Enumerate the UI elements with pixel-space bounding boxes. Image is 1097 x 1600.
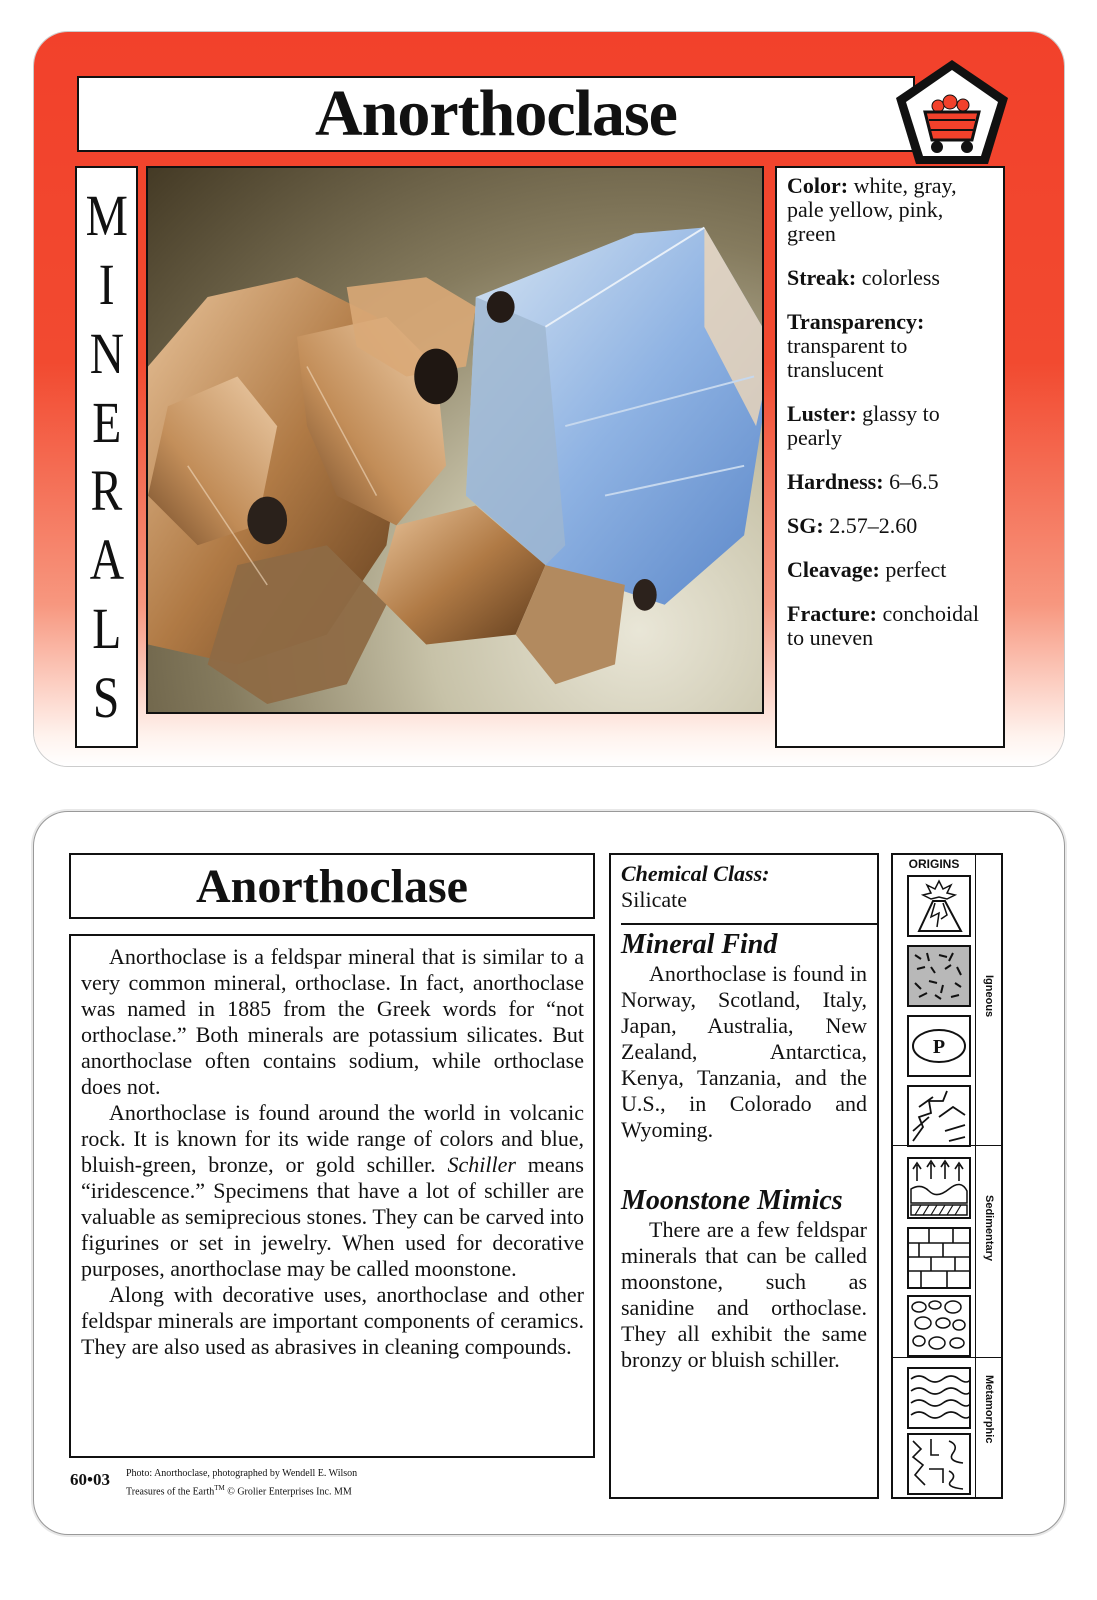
origins-panel (891, 853, 1003, 1499)
back-title: Anorthoclase (69, 853, 595, 919)
category-letter: R (90, 458, 123, 524)
mineral-find-heading: Mineral Find (621, 929, 778, 960)
category-letter: E (91, 389, 122, 455)
metamorphic-label: Metamorphic (983, 1375, 995, 1444)
description-paragraph: Anorthoclase is a feldspar mineral that is similar to a very common mineral, orthoclase. In fact, anorthoclase was named in 1885 from the Greek words for “not orthoclase.” Both minerals are potassium silicates. But anorthoclase often contains sodium, while orthoclase does not. (81, 944, 584, 1099)
property-hardness: Hardness: 6–6.5 (787, 469, 939, 494)
copyright: Treasures of the Earth™ © Grolier Enterprises Inc. MM (126, 1484, 352, 1498)
brick-layers-icon (907, 1227, 971, 1289)
credits (126, 1466, 357, 1499)
property-cleavage: Cleavage: perfect (787, 557, 947, 582)
description-text (69, 934, 595, 1458)
category-letter: N (89, 320, 124, 386)
category-letter: M (85, 183, 128, 249)
photo-credit: Photo: Anorthoclase, photographed by Wendell E. Wilson (126, 1468, 358, 1479)
properties-panel (775, 166, 1005, 748)
mineral-photo (146, 166, 764, 714)
category-letter: L (91, 595, 122, 661)
card-number: 60•03 (70, 1470, 110, 1489)
intrusion-icon (907, 1085, 971, 1147)
chemical-class-value: Silicate (621, 887, 687, 912)
front-card (34, 32, 1064, 766)
mine-cart-icon (892, 56, 1012, 168)
divider (621, 923, 877, 925)
conglomerate-icon (907, 1295, 971, 1357)
description-paragraph: Along with decorative uses, anorthoclase and other feldspar minerals are important components of ceramics. They are also used as abrasives in cleaning compounds. (81, 1282, 584, 1359)
category-letter: A (89, 527, 124, 593)
property-color: Color: white, gray, pale yellow, pink, green (787, 173, 957, 246)
back-card (34, 812, 1064, 1534)
evaporite-icon (907, 1157, 971, 1219)
property-fracture: Fracture: conchoidal to uneven (787, 601, 980, 650)
svg-text:P: P (932, 1036, 946, 1058)
igneous-label: Igneous (983, 975, 995, 1018)
front-title: Anorthoclase (77, 76, 915, 152)
category-letter: S (93, 664, 120, 730)
description-paragraph: Anorthoclase is found around the world in volcanic rock. It is known for its wide range of colors and blue, bluish-green, bronze, or gold schiller. Schiller means “iridescence.” Specimens that have a lot of schiller are valuable as semiprecious stones. They can be carved into figurines or set in jewelry. When used for decorative purposes, anorthoclase may be called moonstone. (81, 1100, 584, 1281)
property-sg: SG: 2.57–2.60 (787, 513, 918, 538)
property-luster: Luster: glassy to pearly (787, 401, 940, 450)
moonstone-mimics-text: There are a few feldspar minerals that can be called moonstone, such as sanidine and orthoclase. They all exhibit the same bronzy or bluish schiller. (621, 1217, 867, 1372)
property-transparency: Transparency: transparent to translucent (787, 309, 925, 382)
wavy-foliation-icon (907, 1367, 971, 1429)
category-label-minerals (75, 166, 138, 748)
info-panel (609, 853, 879, 1499)
chemical-class-label: Chemical Class: (621, 861, 770, 886)
volcano-icon (907, 875, 971, 937)
sedimentary-label: Sedimentary (983, 1195, 995, 1262)
folded-rock-icon (907, 1433, 971, 1495)
category-letter: I (98, 252, 115, 318)
moonstone-mimics-heading: Moonstone Mimics (621, 1185, 843, 1216)
pegmatite-icon (907, 1015, 971, 1077)
origins-title: ORIGINS (908, 857, 960, 871)
mineral-find-text: Anorthoclase is found in Norway, Scotland, Italy, Japan, Australia, New Zealand, Antarctica, Kenya, Tanzania, and the U.S., in Colorado and Wyoming. (621, 961, 867, 1142)
property-streak: Streak: colorless (787, 265, 940, 290)
igneous-texture-icon (907, 945, 971, 1007)
